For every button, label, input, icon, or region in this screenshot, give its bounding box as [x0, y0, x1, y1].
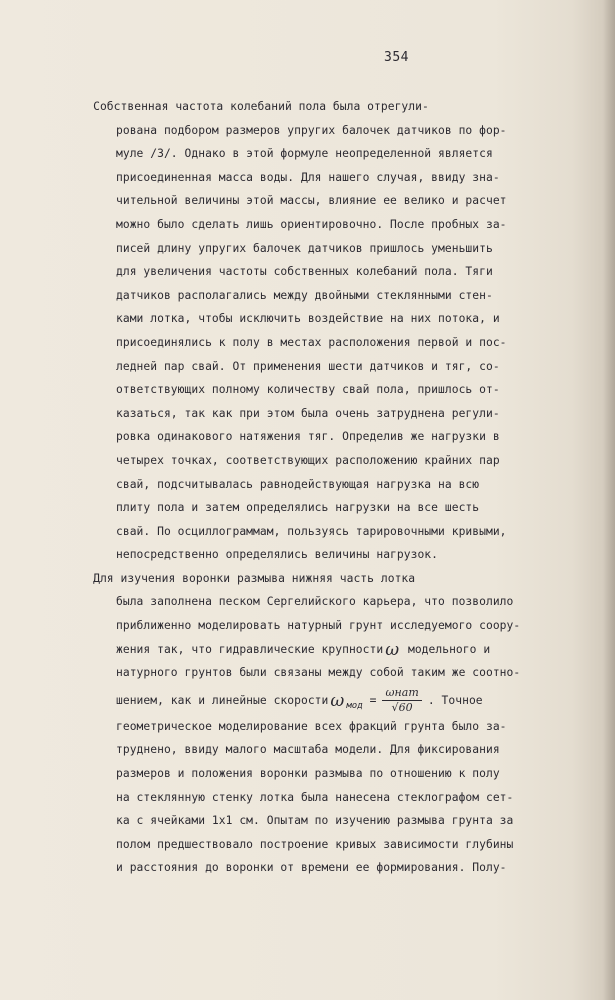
- text-line: была заполнена песком Сергелийского карьера, что позволило: [116, 595, 514, 609]
- fraction-numerator: ωнат: [382, 686, 421, 701]
- text-line: ледней пар свай. От применения шести датчиков и тяг, со-: [116, 359, 500, 373]
- omega-symbol: ω: [330, 690, 345, 711]
- text-line: ками лотка, чтобы исключить воздействие на них потока, и: [116, 312, 500, 326]
- text-line: ка с ячейками 1х1 см. Опытам по изучению размыва грунта за: [116, 814, 514, 828]
- text-line: свай, подсчитывалась равнодействующая нагрузка на всю: [116, 477, 480, 491]
- text-line-with-symbol: [116, 638, 602, 662]
- formula-fraction: [382, 686, 421, 715]
- text-line: и расстояния до воронки от времени ее формирования. Полу-: [116, 861, 507, 875]
- page-edge-shadow: [603, 0, 615, 1000]
- text-line: ровка одинакового натяжения тяг. Определив же нагрузки в: [116, 430, 500, 444]
- text-line: четырех точках, соответствующих расположению крайних пар: [116, 453, 500, 467]
- text-line: труднено, ввиду малого масштаба модели. Для фиксирования: [116, 743, 500, 757]
- text-line: Для изучения воронки размыва нижняя часть лотка: [52, 571, 416, 585]
- text-line: чительной величины этой массы, влияние ее велико и расчет: [116, 194, 507, 208]
- text-line: ответствующих полному количеству свай пола, пришлось от-: [116, 383, 500, 397]
- formula-subscript: мод: [346, 700, 363, 711]
- text-line: полом предшествовало построение кривых зависимости глубины: [116, 837, 514, 851]
- text-segment: жения так, что гидравлические крупности: [116, 642, 384, 656]
- text-line: размеров и положения воронки размыва по отношению к полу: [116, 767, 500, 781]
- text-line: геометрическое моделирование всех фракций грунта было за-: [116, 719, 507, 733]
- text-line: казаться, так как при этом была очень затруднена регули-: [116, 406, 500, 420]
- formula-equals: =: [369, 693, 377, 707]
- text-segment: . Точное: [427, 693, 483, 707]
- body-text: [52, 95, 602, 880]
- text-line: Собственная частота колебаний пола была отрегули-: [52, 100, 429, 113]
- text-line: на стеклянную стенку лотка была нанесена стеклографом сет-: [116, 790, 514, 804]
- text-line: писей длину упругих балочек датчиков пришлось уменьшить: [116, 241, 493, 255]
- text-segment: модельного и: [401, 642, 491, 656]
- text-line: плиту пола и затем определялись нагрузки на все шесть: [116, 501, 480, 515]
- text-line: присоединялись к полу в местах расположения первой и пос-: [116, 335, 507, 349]
- text-segment: шением, как и линейные скорости: [116, 693, 329, 707]
- text-line: присоединенная масса воды. Для нашего случая, ввиду зна-: [116, 170, 500, 184]
- text-line: муле /3/. Однако в этой формуле неопределенной является: [116, 147, 493, 161]
- text-line: приближенно моделировать натурный грунт исследуемого соору-: [116, 619, 521, 633]
- text-line: можно было сделать лишь ориентировочно. После пробных за-: [116, 217, 507, 231]
- fraction-denominator: √60: [391, 701, 413, 715]
- page-number: 354: [384, 50, 409, 65]
- text-line: непосредственно определялись величины нагрузок.: [116, 548, 439, 562]
- text-line: свай. По осциллограммам, пользуясь тарировочными кривыми,: [116, 524, 507, 538]
- omega-symbol: ω: [385, 639, 400, 660]
- text-line: рована подбором размеров упругих балочек датчиков по фор-: [116, 123, 507, 137]
- text-line: датчиков располагались между двойными стеклянными стен-: [116, 288, 493, 302]
- text-line: для увеличения частоты собственных колебаний пола. Тяги: [116, 265, 493, 279]
- text-line: натурного грунтов были связаны между собой таким же соотно-: [116, 666, 521, 680]
